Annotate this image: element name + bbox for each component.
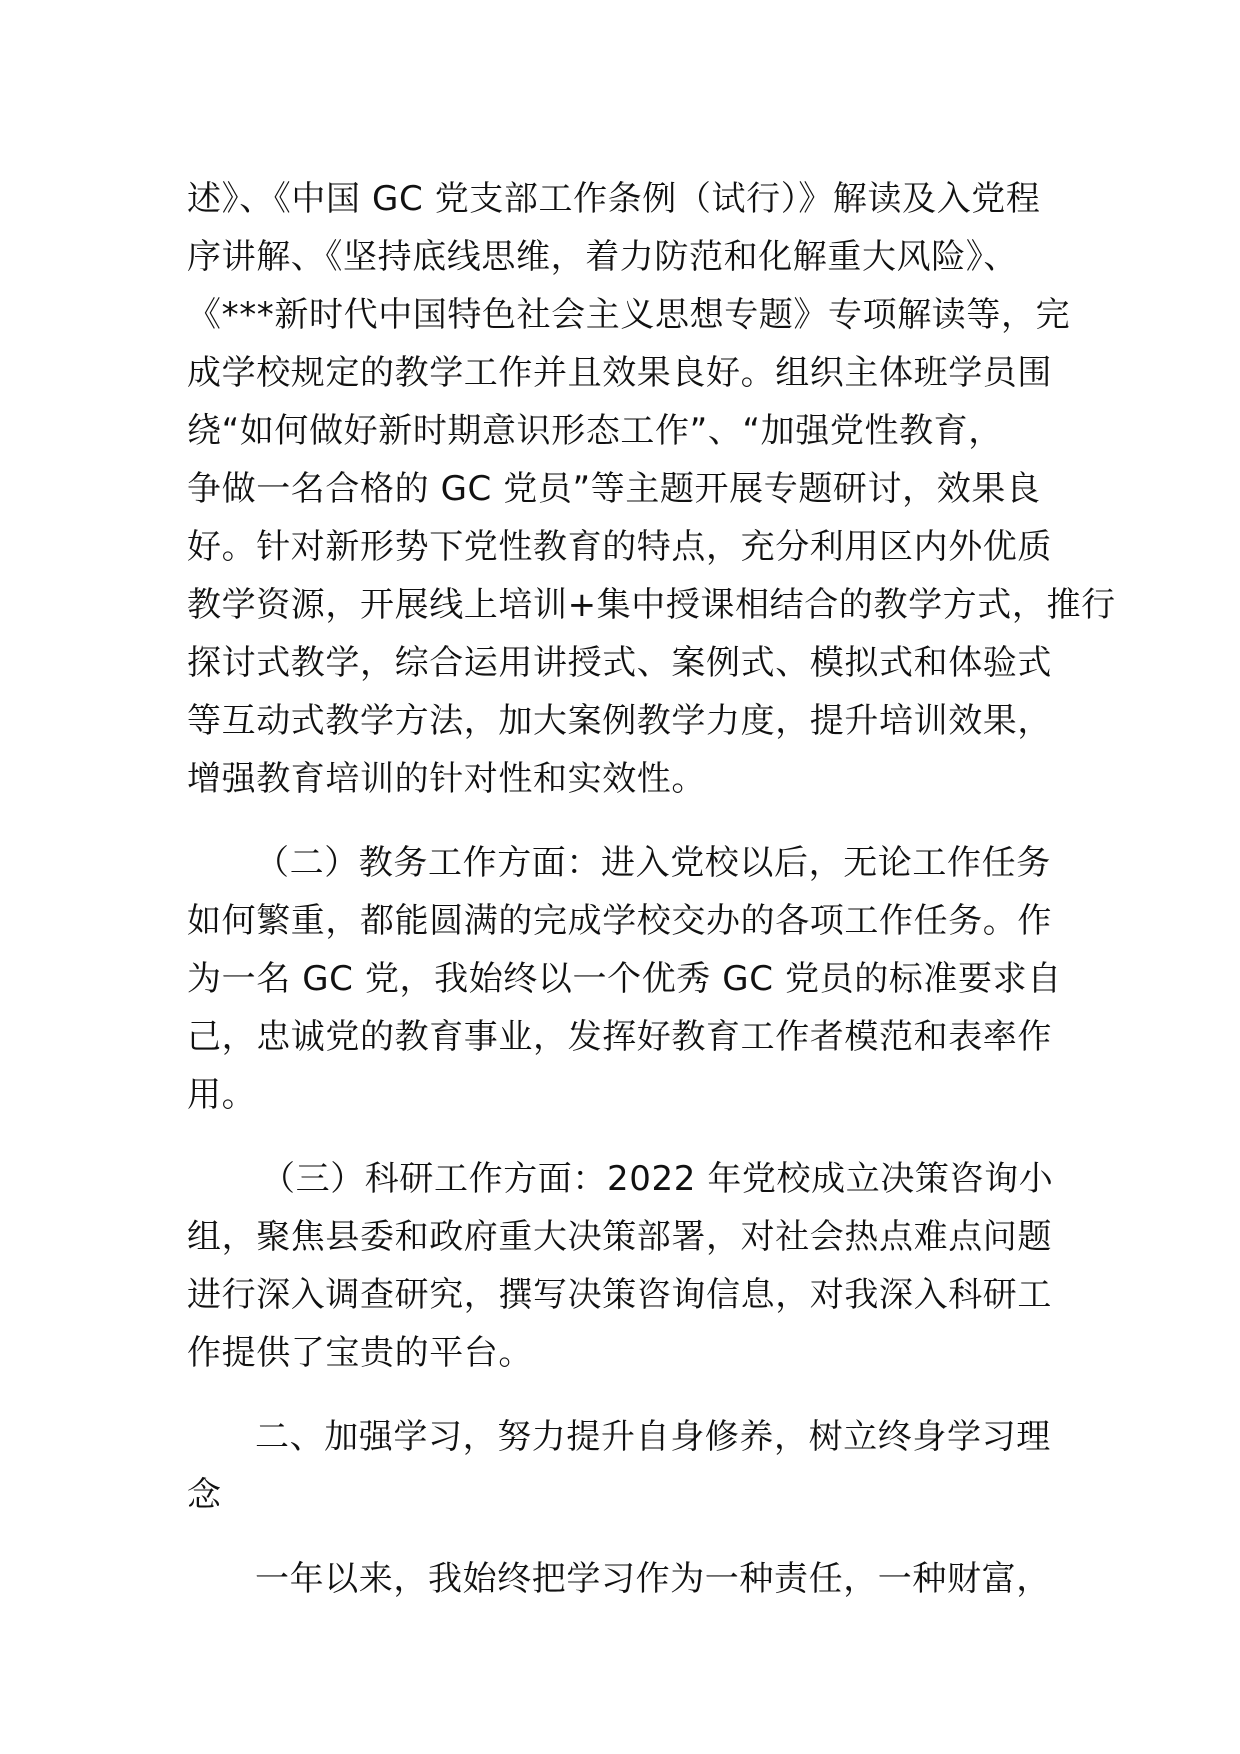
paragraph-academic-affairs bbox=[187, 834, 1062, 1124]
text-line: 组，聚焦县委和政府重大决策部署，对社会热点难点问题 bbox=[187, 1217, 1052, 1257]
text-line: 为一名 GC 党，我始终以一个优秀 GC 党员的标准要求自 bbox=[187, 959, 1062, 999]
text-line: 作提供了宝贵的平台。 bbox=[187, 1333, 533, 1373]
text-line: 成学校规定的教学工作并且效果良好。组织主体班学员围 bbox=[187, 353, 1052, 393]
paragraph-spacer bbox=[187, 1382, 1059, 1408]
section-heading-line: 二、加强学习，努力提升自身修养，树立终身学习理 bbox=[255, 1417, 1051, 1457]
text-line: 序讲解、《坚持底线思维，着力防范和化解重大风险》、 bbox=[187, 237, 1018, 277]
section-heading-2 bbox=[187, 1408, 1059, 1524]
section-heading-line: 念 bbox=[187, 1475, 222, 1515]
text-line: 绕“如何做好新时期意识形态工作”、“加强党性教育， bbox=[187, 411, 1003, 451]
text-line: 探讨式教学，综合运用讲授式、案例式、模拟式和体验式 bbox=[187, 643, 1052, 683]
text-line: 如何繁重，都能圆满的完成学校交办的各项工作任务。作 bbox=[187, 901, 1052, 941]
document-body bbox=[187, 170, 1116, 1608]
paragraph-teaching-continued bbox=[187, 170, 1116, 808]
text-line: 好。针对新形势下党性教育的特点，充分利用区内外优质 bbox=[187, 527, 1052, 567]
text-line: 等互动式教学方法，加大案例教学力度，提升培训效果， bbox=[187, 701, 1052, 741]
text-line: 用。 bbox=[187, 1075, 257, 1115]
paragraph-study bbox=[187, 1550, 1059, 1608]
text-line: 《***新时代中国特色社会主义思想专题》专项解读等，完 bbox=[187, 295, 1071, 335]
text-line: （二）教务工作方面：进入党校以后，无论工作任务 bbox=[255, 843, 1051, 883]
text-line: （三）科研工作方面：2022 年党校成立决策咨询小 bbox=[261, 1159, 1054, 1199]
paragraph-spacer bbox=[187, 808, 1059, 834]
text-line: 进行深入调查研究，撰写决策咨询信息，对我深入科研工 bbox=[187, 1275, 1052, 1315]
text-line: 争做一名合格的 GC 党员”等主题开展专题研讨，效果良 bbox=[187, 469, 1041, 509]
paragraph-spacer bbox=[187, 1524, 1059, 1550]
paragraph-research bbox=[187, 1150, 1059, 1382]
paragraph-spacer bbox=[187, 1124, 1059, 1150]
text-line: 教学资源，开展线上培训+集中授课相结合的教学方式，推行 bbox=[187, 585, 1116, 625]
text-line: 增强教育培训的针对性和实效性。 bbox=[187, 759, 706, 799]
text-line: 己，忠诚党的教育事业，发挥好教育工作者模范和表率作 bbox=[187, 1017, 1052, 1057]
text-line: 述》、《中国 GC 党支部工作条例（试行）》解读及入党程 bbox=[187, 179, 1041, 219]
text-line: 一年以来，我始终把学习作为一种责任，一种财富， bbox=[255, 1559, 1051, 1599]
